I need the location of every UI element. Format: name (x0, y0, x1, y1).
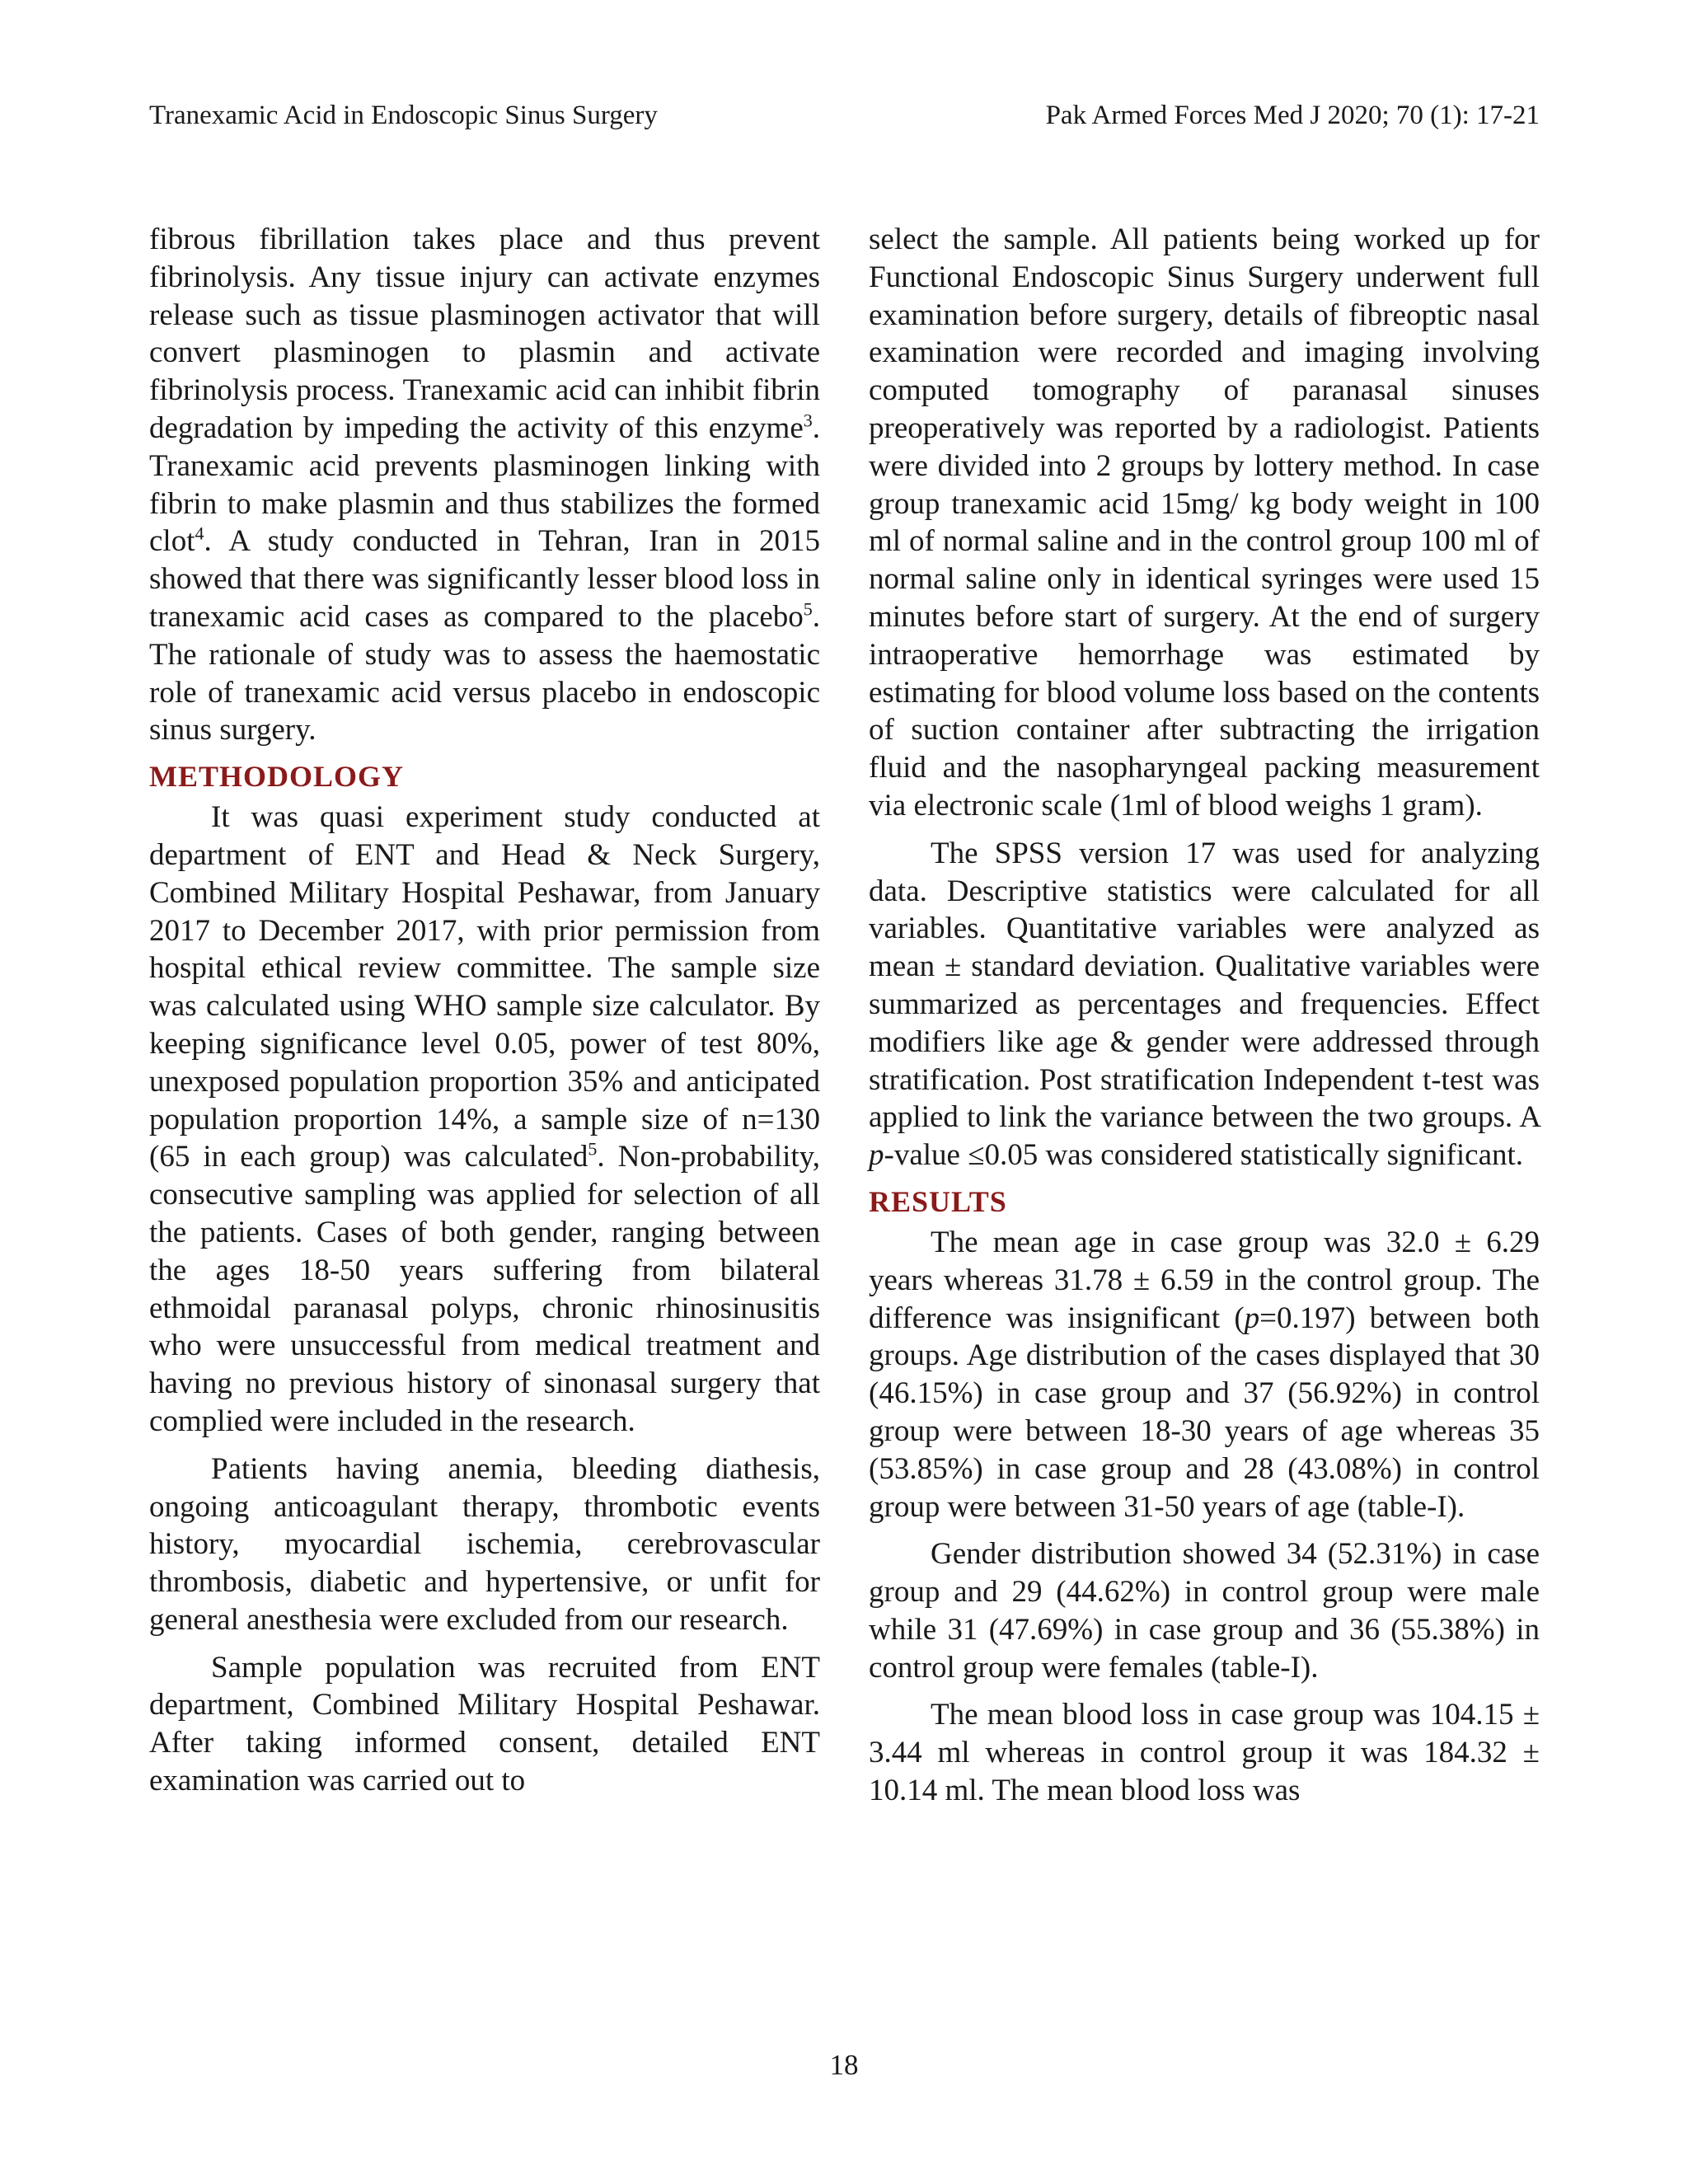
methodology-paragraph-2: Patients having anemia, bleeding diathesis, ongoing anticoagulant therapy, thrombotic events history, myocardial ischemia, cerebrovascular thrombosis, diabetic and hypertensive, or unfit for general anesthesia were excluded from our research. (149, 1451, 820, 1637)
left-column (149, 221, 820, 1800)
methodology-paragraph-3: Sample population was recruited from ENT department, Combined Military Hospital Peshawar. After taking informed consent, detailed ENT examination was carried out to (149, 1650, 820, 1798)
results-paragraph-1: The mean age in case group was 32.0 ± 6.29 years whereas 31.78 ± 6.59 in the control group. The difference was insignificant (p=0.197) between both groups. Age distribution of the cases displayed that 30 (46.15%) in case group and 37 (56.92%) in control group were between 18-30 years of age whereas 35 (53.85%) in case group and 28 (43.08%) in control group were between 31-50 years of age (table-I). (869, 1225, 1540, 1524)
intro-continuation-paragraph: fibrous fibrillation takes place and thus prevent fibrinolysis. Any tissue injury can activate enzymes release such as tissue plasminogen activator that will convert plasminogen to plasmin and activate fibrinolysis process. Tranexamic acid can inhibit fibrin degradation by impeding the activity of this enzyme$^3$. Tranexamic acid prevents plasminogen linking with fibrin to make plasmin and thus stabilizes the formed clot$^4$. A study conducted in Tehran, Iran in 2015 showed that there was significantly lesser blood loss in tranexamic acid cases as compared to the placebo$^5$. The rationale of study was to assess the haemostatic role of tranexamic acid versus placebo in endoscopic sinus surgery. (149, 223, 820, 748)
reference-marker: 5 (803, 598, 813, 620)
methodology-heading: METHODOLOGY (149, 760, 405, 794)
reference-marker: 5 (588, 1139, 598, 1160)
results-heading: RESULTS (869, 1184, 1007, 1218)
right-column (869, 221, 1540, 1810)
methodology-continuation-paragraph: select the sample. All patients being worked up for Functional Endoscopic Sinus Surgery underwent full examination before surgery, details of fibreoptic nasal examination were recorded and imaging involving computed tomography of paranasal sinuses preoperatively was reported by a radiologist. Patients were divided into 2 groups by lottery method. In case group tranexamic acid 15mg/ kg body weight in 100 ml of normal saline and in the control group 100 ml of normal saline only in identical syringes were used 15 minutes before start of surgery. At the end of surgery intraoperative hemorrhage was estimated by estimating for blood volume loss based on the contents of suction container after subtracting the irrigation fluid and the nasopharyngeal packing measurement via electronic scale (1ml of blood weighs 1 gram). (869, 223, 1540, 823)
results-paragraph-3: The mean blood loss in case group was 104.15 ± 3.44 ml whereas in control group it was 184.32 ± 10.14 ml. The mean blood loss was (869, 1698, 1540, 1808)
header-article-title: Tranexamic Acid in Endoscopic Sinus Surgery (149, 101, 658, 130)
statistics-paragraph: The SPSS version 17 was used for analyzing data. Descriptive statistics were calculated for all variables. Quantitative variables were analyzed as mean ± standard deviation. Qualitative variables were summarized as percentages and frequencies. Effect modifiers like age & gender were addressed through stratification. Post stratification Independent t-test was applied to link the variance between the two groups. A p-value ≤0.05 was considered statistically significant. (869, 836, 1540, 1173)
results-paragraph-2: Gender distribution showed 34 (52.31%) in case group and 29 (44.62%) in control group were male while 31 (47.69%) in case group and 36 (55.38%) in control group were females (table-I). (869, 1537, 1540, 1685)
methodology-paragraph-1: It was quasi experiment study conducted at department of ENT and Head & Neck Surgery, Combined Military Hospital Peshawar, from January 2017 to December 2017, with prior permission from hospital ethical review committee. The sample size was calculated using WHO sample size calculator. By keeping significance level 0.05, power of test 80%, unexposed population proportion 35% and anticipated population proportion 14%, a sample size of n=130 (65 in each group) was calculated$^5$. Non-probability, consecutive sampling was applied for selection of all the patients. Cases of both gender, ranging between the ages 18-50 years suffering from bilateral ethmoidal paranasal polyps, chronic rhinosinusitis who were unsuccessful from medical treatment and having no previous history of sinonasal surgery that complied were included in the research. (149, 800, 820, 1438)
reference-marker: 4 (195, 523, 204, 545)
reference-marker: 3 (803, 410, 813, 431)
header-journal-citation: Pak Armed Forces Med J 2020; 70 (1): 17-21 (1045, 101, 1540, 130)
running-header (149, 99, 1540, 132)
page-number: 18 (829, 2049, 859, 2081)
